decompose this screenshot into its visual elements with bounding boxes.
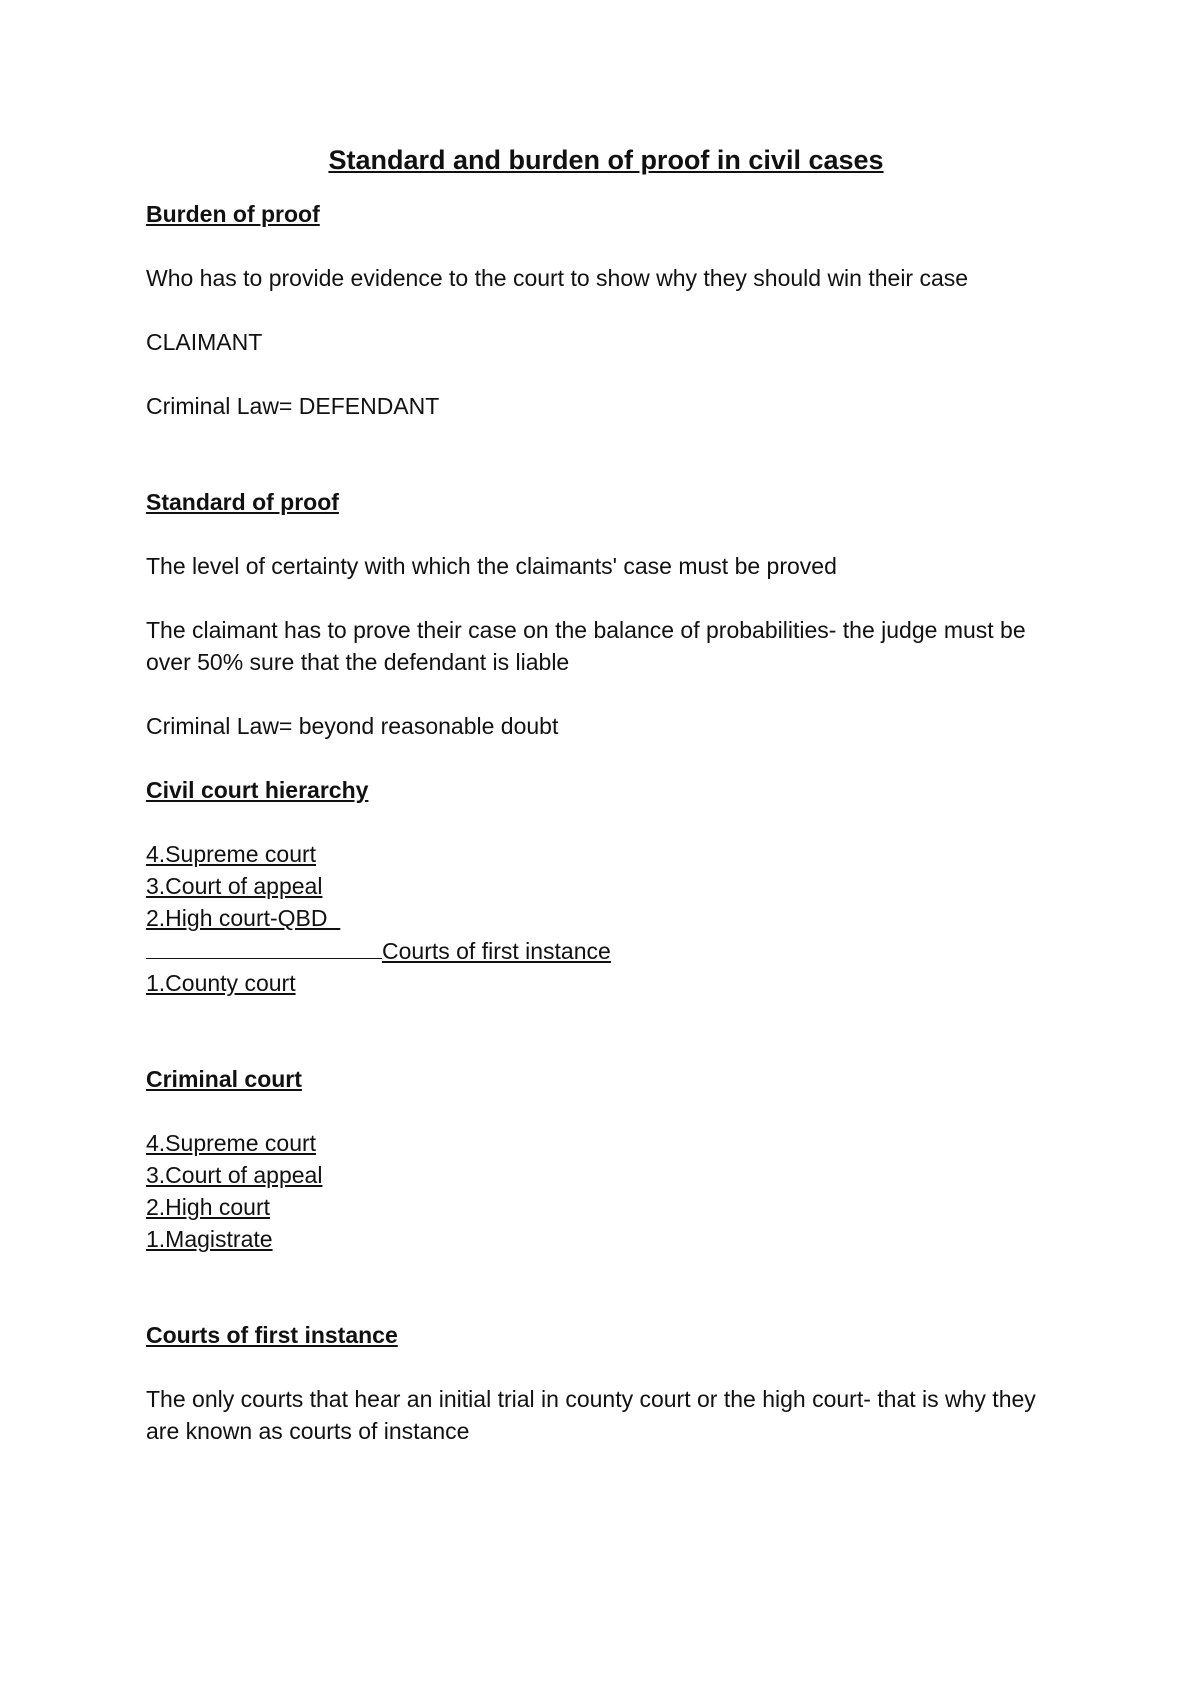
burden-civil-party: CLAIMANT	[146, 329, 263, 355]
list-item: 2.High court	[146, 1194, 271, 1220]
burden-criminal-party: Criminal Law= DEFENDANT	[146, 393, 440, 419]
list-item: 3.Court of appeal	[146, 1162, 323, 1188]
section-heading-standard: Standard of proof	[146, 489, 339, 515]
standard-criminal: Criminal Law= beyond reasonable doubt	[146, 713, 559, 739]
section-heading-first-instance: Courts of first instance	[146, 1322, 398, 1348]
criminal-court-list	[146, 1127, 1066, 1255]
standard-civil-explanation: The claimant has to prove their case on the balance of probabilities- the judge must be over 50% sure that the defendant is liable	[146, 617, 1026, 675]
first-instance-label: Courts of first instance	[382, 938, 611, 964]
list-item: 2.High court-QBD	[146, 905, 341, 931]
section-heading-civil-hierarchy: Civil court hierarchy	[146, 777, 369, 803]
list-item: 4.Supreme court	[146, 1130, 317, 1156]
document-body	[146, 140, 1066, 1447]
list-item: 3.Court of appeal	[146, 873, 323, 899]
section-heading-burden: Burden of proof	[146, 201, 320, 227]
list-item: 1.Magistrate	[146, 1226, 273, 1252]
civil-court-list	[146, 838, 1066, 999]
first-instance-explanation: The only courts that hear an initial trial in county court or the high court- that is why they are known as courts of instance	[146, 1386, 1036, 1444]
burden-definition: Who has to provide evidence to the court to show why they should win their case	[146, 265, 969, 291]
standard-definition: The level of certainty with which the claimants' case must be proved	[146, 553, 837, 579]
list-item: 4.Supreme court	[146, 841, 317, 867]
list-item: 1.County court	[146, 970, 296, 996]
page-title: Standard and burden of proof in civil cases	[328, 145, 884, 175]
section-heading-criminal-court: Criminal court	[146, 1066, 302, 1092]
divider-line	[146, 934, 382, 959]
first-instance-divider-row	[146, 934, 1066, 967]
